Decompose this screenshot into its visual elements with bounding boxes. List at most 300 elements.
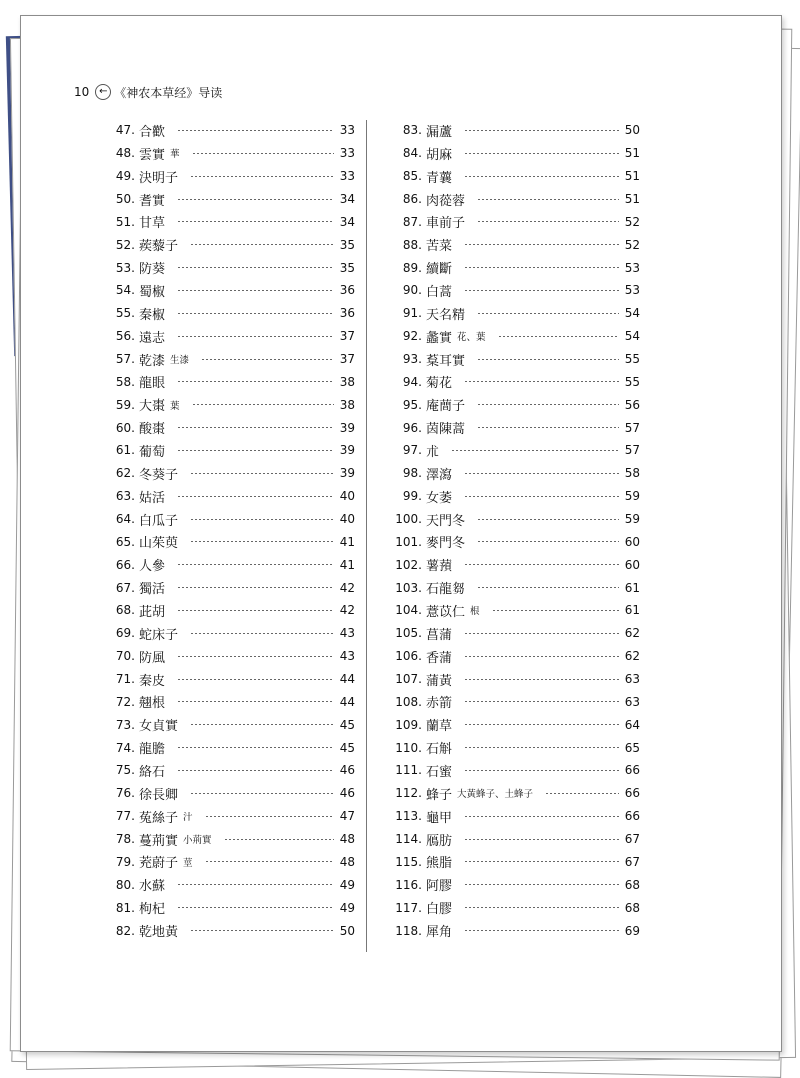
- entry-number: 98.: [402, 466, 422, 481]
- toc-entry: [110, 645, 355, 668]
- dot-leader: [177, 496, 334, 497]
- toc-right-column: [392, 119, 640, 942]
- entry-page: 45: [339, 717, 355, 732]
- dot-leader: [464, 884, 619, 885]
- entry-page: 33: [339, 169, 355, 184]
- entry-number: 61.: [115, 443, 135, 458]
- dot-leader: [190, 930, 334, 931]
- toc-entry: [110, 873, 355, 896]
- entry-page: 52: [624, 214, 640, 229]
- entry-name: 遠志: [139, 330, 166, 346]
- entry-number: 106.: [395, 649, 422, 664]
- entry-page: 50: [339, 923, 355, 938]
- entry-number: 113.: [395, 809, 422, 824]
- dot-leader: [190, 244, 334, 245]
- entry-name: 合歡: [139, 124, 166, 140]
- entry-name: 蔓荊實: [139, 833, 179, 849]
- toc-entry: [392, 690, 640, 713]
- dot-leader: [477, 221, 619, 222]
- entry-page: 46: [339, 786, 355, 801]
- entry-page: 56: [624, 397, 640, 412]
- entry-name: 女萎: [426, 490, 453, 506]
- entry-number: 112.: [395, 786, 422, 801]
- entry-page: 48: [339, 832, 355, 847]
- toc-entry: [392, 210, 640, 233]
- toc-left-column: [110, 119, 355, 942]
- dot-leader: [177, 907, 334, 908]
- entry-note: 汁: [183, 812, 193, 824]
- entry-name: 蜂子: [426, 787, 453, 803]
- entry-number: 101.: [395, 534, 422, 549]
- dot-leader: [177, 130, 334, 131]
- toc-entry: [392, 668, 640, 691]
- entry-number: 109.: [395, 717, 422, 732]
- dot-leader: [177, 770, 334, 771]
- toc-entry: [110, 690, 355, 713]
- entry-page: 65: [624, 740, 640, 755]
- toc-entry: [392, 782, 640, 805]
- entry-name: 蜀椒: [139, 284, 166, 300]
- entry-number: 50.: [115, 192, 135, 206]
- toc-entry: [110, 348, 355, 371]
- dot-leader: [190, 176, 334, 177]
- entry-number: 103.: [395, 580, 422, 595]
- entry-page: 51: [624, 146, 640, 161]
- entry-page: 40: [339, 489, 355, 504]
- toc-entry: [392, 256, 640, 279]
- entry-number: 47.: [115, 123, 135, 138]
- entry-page: 39: [339, 443, 355, 458]
- entry-page: 59: [624, 512, 640, 527]
- entry-number: 88.: [402, 237, 422, 252]
- entry-page: 46: [339, 763, 355, 778]
- dot-leader: [492, 610, 619, 611]
- entry-page: 64: [624, 717, 640, 732]
- toc-entry: [392, 370, 640, 393]
- dot-leader: [177, 221, 334, 222]
- entry-page: 61: [624, 580, 640, 595]
- entry-name: 石斛: [426, 742, 453, 758]
- dot-leader: [464, 930, 619, 931]
- entry-page: 55: [624, 352, 640, 367]
- entry-name: 茵陳蒿: [426, 422, 466, 438]
- toc-entry: [110, 279, 355, 302]
- entry-name: 朮: [426, 444, 440, 460]
- entry-name: 香蒲: [426, 650, 453, 666]
- entry-name: 天名精: [426, 307, 466, 323]
- dot-leader: [177, 747, 334, 748]
- entry-number: 117.: [395, 900, 422, 915]
- dot-leader: [464, 153, 619, 154]
- entry-page: 34: [339, 192, 355, 206]
- entry-number: 66.: [115, 557, 135, 572]
- toc-entry: [110, 142, 355, 165]
- entry-name: 菖蒲: [426, 627, 453, 643]
- entry-name: 酸棗: [139, 422, 166, 438]
- entry-number: 108.: [395, 694, 422, 709]
- entry-number: 90.: [402, 283, 422, 298]
- entry-name: 菟絲子: [139, 810, 179, 826]
- entry-number: 94.: [402, 374, 422, 389]
- entry-name: 決明子: [139, 170, 179, 186]
- entry-number: 59.: [115, 397, 135, 412]
- entry-name: 徐長卿: [139, 787, 179, 803]
- entry-page: 42: [339, 580, 355, 595]
- toc-entry: [392, 279, 640, 302]
- entry-number: 69.: [115, 626, 135, 641]
- toc-entry: [392, 736, 640, 759]
- entry-name: 防風: [139, 650, 166, 666]
- entry-page: 34: [339, 214, 355, 229]
- entry-page: 68: [624, 877, 640, 892]
- entry-page: 47: [339, 809, 355, 824]
- entry-note: 葉: [170, 400, 180, 412]
- entry-page: 61: [624, 603, 640, 618]
- toc-entry: [110, 576, 355, 599]
- toc-entry: [392, 142, 640, 165]
- toc-entry: [110, 553, 355, 576]
- entry-note: 華: [170, 149, 180, 161]
- entry-page: 40: [339, 512, 355, 527]
- entry-number: 95.: [402, 397, 422, 412]
- entry-number: 84.: [402, 146, 422, 161]
- entry-number: 105.: [395, 626, 422, 641]
- entry-number: 48.: [115, 146, 135, 161]
- entry-page: 41: [339, 557, 355, 572]
- entry-number: 100.: [395, 512, 422, 527]
- entry-page: 44: [339, 694, 355, 709]
- dot-leader: [464, 176, 619, 177]
- toc-entry: [110, 325, 355, 348]
- entry-page: 51: [624, 192, 640, 206]
- dot-leader: [177, 564, 334, 565]
- entry-number: 56.: [115, 329, 135, 344]
- entry-page: 68: [624, 900, 640, 915]
- toc-entry: [392, 896, 640, 919]
- entry-number: 85.: [402, 169, 422, 184]
- dot-leader: [192, 153, 334, 154]
- entry-number: 65.: [115, 534, 135, 549]
- toc-entry: [392, 439, 640, 462]
- toc-entry: [392, 576, 640, 599]
- entry-name: 石蜜: [426, 764, 453, 780]
- dot-leader: [464, 839, 619, 840]
- dot-leader: [205, 861, 334, 862]
- dot-leader: [177, 267, 334, 268]
- entry-name: 蘭草: [426, 719, 453, 735]
- toc-entry: [110, 622, 355, 645]
- toc-entry: [392, 119, 640, 142]
- entry-name: 耆實: [139, 193, 166, 209]
- entry-page: 66: [624, 786, 640, 801]
- entry-number: 81.: [115, 900, 135, 915]
- entry-page: 43: [339, 649, 355, 664]
- toc-entry: [392, 462, 640, 485]
- page-header: [74, 82, 222, 102]
- dot-leader: [464, 381, 619, 382]
- entry-page: 57: [624, 420, 640, 435]
- entry-number: 60.: [115, 420, 135, 435]
- dot-leader: [177, 587, 334, 588]
- toc-entry: [392, 302, 640, 325]
- toc-entry: [110, 119, 355, 142]
- entry-name: 白膠: [426, 902, 453, 918]
- dot-leader: [464, 701, 619, 702]
- dot-leader: [464, 267, 619, 268]
- entry-number: 87.: [402, 214, 422, 229]
- entry-name: 蠡實: [426, 330, 453, 346]
- entry-name: 肉蓯蓉: [426, 193, 466, 209]
- dot-leader: [477, 404, 619, 405]
- entry-page: 45: [339, 740, 355, 755]
- entry-page: 35: [339, 260, 355, 275]
- entry-page: 57: [624, 443, 640, 458]
- toc-entry: [110, 393, 355, 416]
- dot-leader: [177, 450, 334, 451]
- toc-entry: [110, 165, 355, 188]
- entry-number: 89.: [402, 260, 422, 275]
- entry-name: 胡麻: [426, 147, 453, 163]
- toc-entry: [110, 828, 355, 851]
- entry-name: 水蘇: [139, 879, 166, 895]
- entry-name: 漏蘆: [426, 124, 453, 140]
- entry-note: 生漆: [170, 355, 190, 367]
- entry-number: 80.: [115, 877, 135, 892]
- entry-name: 秦皮: [139, 673, 166, 689]
- column-divider: [366, 120, 367, 952]
- entry-number: 55.: [115, 306, 135, 321]
- toc-entry: [392, 713, 640, 736]
- entry-page: 38: [339, 374, 355, 389]
- entry-name: 茈胡: [139, 604, 166, 620]
- toc-entry: [110, 599, 355, 622]
- toc-entry: [110, 233, 355, 256]
- entry-page: 53: [624, 283, 640, 298]
- entry-page: 33: [339, 146, 355, 161]
- entry-name: 甘草: [139, 216, 166, 232]
- entry-name: 苦菜: [426, 239, 453, 255]
- entry-name: 蛇床子: [139, 627, 179, 643]
- entry-number: 72.: [115, 694, 135, 709]
- entry-page: 52: [624, 237, 640, 252]
- toc-entry: [110, 188, 355, 211]
- entry-name: 麥門冬: [426, 536, 466, 552]
- entry-number: 53.: [115, 260, 135, 275]
- entry-name: 薯蕷: [426, 559, 453, 575]
- entry-page: 59: [624, 489, 640, 504]
- dot-leader: [464, 724, 619, 725]
- entry-number: 73.: [115, 717, 135, 732]
- page-number: 10: [74, 85, 90, 99]
- entry-name: 防葵: [139, 262, 166, 278]
- entry-page: 62: [624, 649, 640, 664]
- toc-entry: [110, 805, 355, 828]
- entry-number: 79.: [115, 854, 135, 869]
- entry-page: 37: [339, 352, 355, 367]
- dot-leader: [464, 770, 619, 771]
- entry-number: 107.: [395, 672, 422, 687]
- dot-leader: [177, 313, 334, 314]
- entry-note: 莖: [183, 857, 193, 869]
- book-title: 《神农本草经》导读: [114, 85, 223, 100]
- entry-name: 續斷: [426, 262, 453, 278]
- toc-entry: [392, 530, 640, 553]
- toc-entry: [110, 736, 355, 759]
- toc-entry: [110, 210, 355, 233]
- entry-number: 118.: [395, 923, 422, 938]
- toc-entry: [110, 896, 355, 919]
- entry-number: 49.: [115, 169, 135, 184]
- toc-entry: [110, 919, 355, 942]
- entry-name: 薏苡仁: [426, 604, 466, 620]
- entry-page: 62: [624, 626, 640, 641]
- entry-page: 69: [624, 923, 640, 938]
- toc-entry: [392, 188, 640, 211]
- dot-leader: [177, 884, 334, 885]
- entry-name: 茺蔚子: [139, 856, 179, 872]
- entry-number: 75.: [115, 763, 135, 778]
- dot-leader: [464, 747, 619, 748]
- back-arrow-icon: ←: [95, 84, 111, 100]
- entry-page: 66: [624, 809, 640, 824]
- entry-number: 92.: [402, 329, 422, 344]
- entry-page: 67: [624, 832, 640, 847]
- dot-leader: [477, 313, 619, 314]
- entry-note: 大黃蜂子、土蜂子: [457, 789, 534, 801]
- entry-page: 43: [339, 626, 355, 641]
- toc-entry: [392, 851, 640, 874]
- entry-page: 63: [624, 672, 640, 687]
- dot-leader: [177, 199, 334, 200]
- entry-name: 姑活: [139, 490, 166, 506]
- dot-leader: [477, 199, 619, 200]
- entry-page: 49: [339, 877, 355, 892]
- entry-page: 39: [339, 466, 355, 481]
- entry-number: 110.: [395, 740, 422, 755]
- entry-name: 翹根: [139, 696, 166, 712]
- entry-number: 57.: [115, 352, 135, 367]
- toc-entry: [392, 622, 640, 645]
- entry-number: 116.: [395, 877, 422, 892]
- entry-name: 龍膽: [139, 742, 166, 758]
- dot-leader: [464, 290, 619, 291]
- toc-entry: [110, 851, 355, 874]
- entry-name: 葡萄: [139, 444, 166, 460]
- dot-leader: [177, 427, 334, 428]
- entry-page: 63: [624, 694, 640, 709]
- entry-name: 蒺藜子: [139, 239, 179, 255]
- entry-name: 女貞實: [139, 719, 179, 735]
- entry-page: 42: [339, 603, 355, 618]
- entry-number: 96.: [402, 420, 422, 435]
- toc-entry: [110, 370, 355, 393]
- dot-leader: [177, 701, 334, 702]
- entry-name: 澤瀉: [426, 467, 453, 483]
- entry-page: 36: [339, 306, 355, 321]
- entry-number: 67.: [115, 580, 135, 595]
- entry-page: 54: [624, 329, 640, 344]
- entry-page: 54: [624, 306, 640, 321]
- entry-number: 74.: [115, 740, 135, 755]
- dot-leader: [477, 587, 619, 588]
- dot-leader: [190, 793, 334, 794]
- dot-leader: [477, 519, 619, 520]
- entry-number: 93.: [402, 352, 422, 367]
- toc-entry: [392, 325, 640, 348]
- entry-name: 龍眼: [139, 376, 166, 392]
- entry-page: 39: [339, 420, 355, 435]
- entry-name: 葈耳實: [426, 353, 466, 369]
- entry-number: 76.: [115, 786, 135, 801]
- dot-leader: [224, 839, 334, 840]
- entry-page: 66: [624, 763, 640, 778]
- entry-number: 97.: [402, 443, 422, 458]
- dot-leader: [464, 907, 619, 908]
- entry-page: 55: [624, 374, 640, 389]
- entry-note: 花、葉: [457, 332, 486, 344]
- entry-number: 52.: [115, 237, 135, 252]
- entry-number: 115.: [395, 854, 422, 869]
- entry-number: 82.: [115, 923, 135, 938]
- entry-page: 41: [339, 534, 355, 549]
- entry-name: 大棗: [139, 399, 166, 415]
- entry-name: 絡石: [139, 764, 166, 780]
- entry-page: 49: [339, 900, 355, 915]
- toc-entry: [392, 393, 640, 416]
- toc-entry: [392, 348, 640, 371]
- entry-page: 50: [624, 123, 640, 138]
- entry-number: 70.: [115, 649, 135, 664]
- dot-leader: [464, 473, 619, 474]
- toc-entry: [392, 485, 640, 508]
- entry-page: 67: [624, 854, 640, 869]
- dot-leader: [205, 816, 334, 817]
- entry-number: 58.: [115, 374, 135, 389]
- toc-entry: [392, 416, 640, 439]
- entry-number: 78.: [115, 832, 135, 847]
- dot-leader: [464, 679, 619, 680]
- entry-number: 54.: [115, 283, 135, 298]
- entry-name: 雲實: [139, 147, 166, 163]
- toc-entry: [110, 302, 355, 325]
- entry-page: 37: [339, 329, 355, 344]
- toc-entry: [110, 256, 355, 279]
- entry-number: 102.: [395, 557, 422, 572]
- entry-note: 根: [470, 606, 480, 618]
- dot-leader: [192, 404, 334, 405]
- dot-leader: [177, 381, 334, 382]
- toc-entry: [392, 165, 640, 188]
- toc-entry: [392, 828, 640, 851]
- entry-name: 人參: [139, 559, 166, 575]
- toc-entry: [392, 873, 640, 896]
- entry-name: 蒲黃: [426, 673, 453, 689]
- dot-leader: [464, 130, 619, 131]
- entry-page: 33: [339, 123, 355, 138]
- dot-leader: [190, 541, 334, 542]
- entry-number: 114.: [395, 832, 422, 847]
- dot-leader: [464, 244, 619, 245]
- toc-entry: [110, 485, 355, 508]
- dot-leader: [177, 290, 334, 291]
- entry-note: 小荊實: [183, 835, 212, 847]
- entry-name: 山茱萸: [139, 536, 179, 552]
- entry-page: 51: [624, 169, 640, 184]
- dot-leader: [477, 541, 619, 542]
- dot-leader: [545, 793, 619, 794]
- entry-name: 熊脂: [426, 856, 453, 872]
- toc-entry: [110, 759, 355, 782]
